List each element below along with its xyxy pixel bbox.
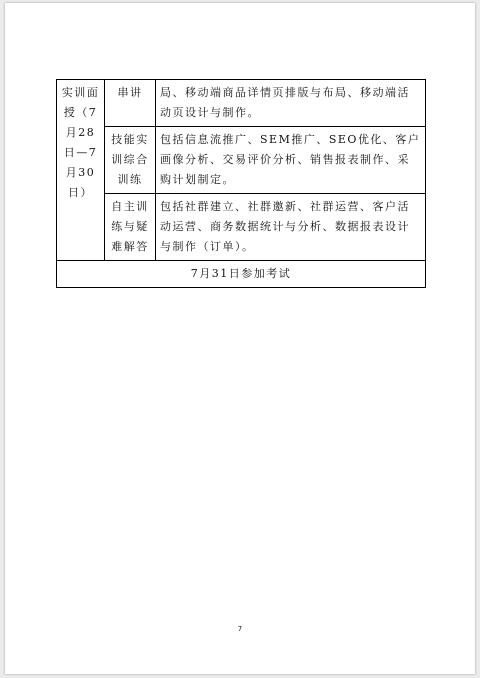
content-cell: 局、移动端商品详情页排版与布局、移动端活动页设计与制作。 — [156, 80, 426, 127]
module-cell: 技能实训综合训练 — [105, 127, 156, 194]
content-cell: 包括社群建立、社群邀新、社群运营、客户活动运营、商务数据统计与分析、数据报表设计与制作（订单）。 — [156, 194, 426, 261]
content-cell: 包括信息流推广、SEM推广、SEO优化、客户画像分析、交易评价分析、销售报表制作、采购计划制定。 — [156, 127, 426, 194]
module-cell: 串讲 — [105, 80, 156, 127]
page-number: 7 — [237, 625, 243, 633]
training-schedule-table — [56, 79, 426, 288]
table-row — [57, 127, 426, 194]
module-cell: 自主训练与疑难解答 — [105, 194, 156, 261]
table-row — [57, 80, 426, 127]
training-period-cell: 实训面授（7月28日—7月30日） — [57, 80, 105, 261]
table-footer-row — [57, 261, 426, 288]
exam-date-note: 7月31日参加考试 — [57, 261, 426, 288]
table-row — [57, 194, 426, 261]
document-page — [5, 3, 475, 674]
